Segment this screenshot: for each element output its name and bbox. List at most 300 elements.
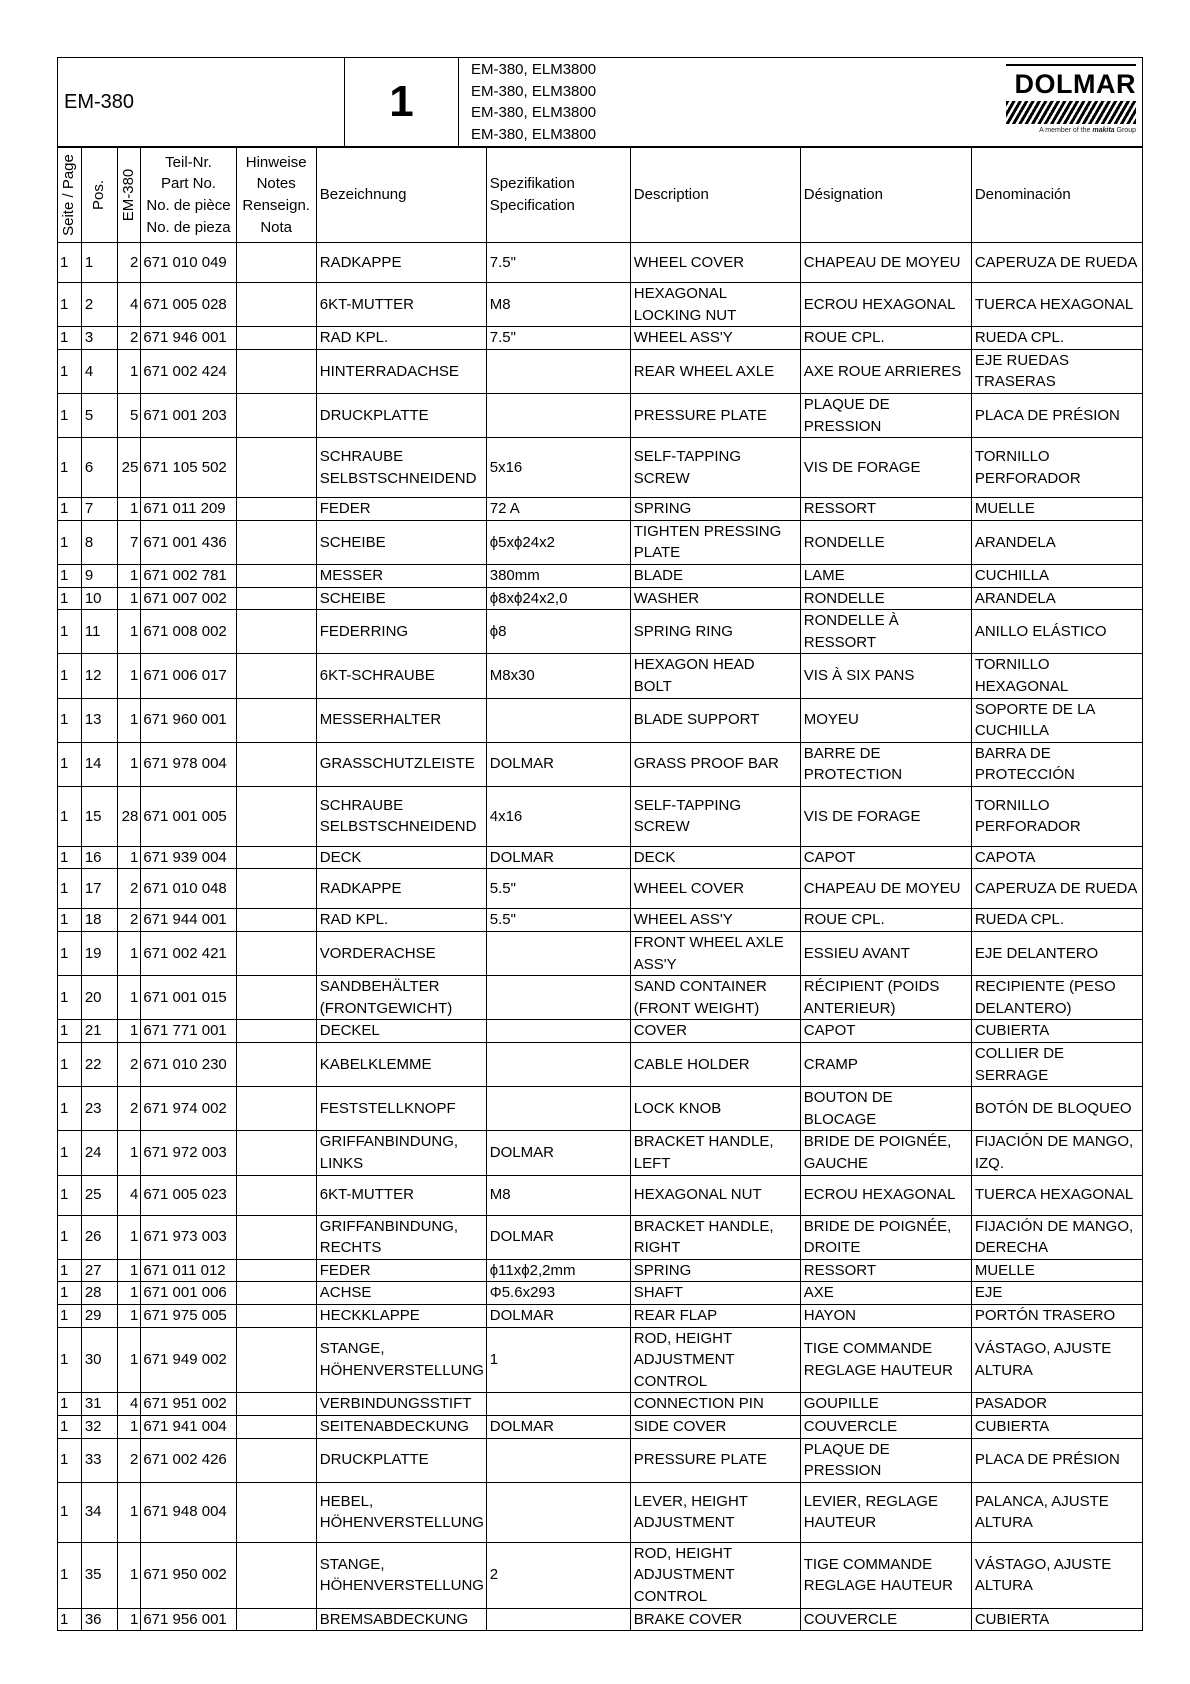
cell-part-no: 671 939 004 [141, 846, 236, 869]
cell-qty: 1 [117, 349, 141, 393]
cell-notes [236, 1608, 316, 1631]
table-row [58, 610, 1143, 654]
table-row [58, 520, 1143, 564]
cell-notes [236, 869, 316, 909]
cell-notes [236, 1415, 316, 1438]
cell-pos: 25 [81, 1175, 117, 1215]
cell-description: BRAKE COVER [630, 1608, 800, 1631]
cell-description: GRASS PROOF BAR [630, 742, 800, 786]
cell-qty: 1 [117, 742, 141, 786]
cell-bezeichnung: VORDERACHSE [316, 932, 486, 976]
col-pos: Pos. [81, 148, 117, 243]
cell-bezeichnung: BREMSABDECKUNG [316, 1608, 486, 1631]
cell-bezeichnung: STANGE, HÖHENVERSTELLUNG [316, 1542, 486, 1608]
model-line: EM-380, ELM3800 [471, 125, 597, 143]
cell-specification [486, 932, 630, 976]
cell-seite: 1 [58, 1282, 82, 1305]
cell-denominacion: FIJACIÓN DE MANGO, IZQ. [971, 1131, 1142, 1175]
table-row [58, 1327, 1143, 1393]
cell-denominacion: PLACA DE PRÉSION [971, 393, 1142, 437]
cell-bezeichnung: 6KT-SCHRAUBE [316, 654, 486, 698]
cell-pos: 35 [81, 1542, 117, 1608]
cell-seite: 1 [58, 438, 82, 498]
cell-seite: 1 [58, 1327, 82, 1393]
cell-denominacion: MUELLE [971, 1259, 1142, 1282]
cell-qty: 2 [117, 1438, 141, 1482]
cell-specification [486, 1043, 630, 1087]
cell-denominacion: CUBIERTA [971, 1415, 1142, 1438]
cell-bezeichnung: GRIFFANBINDUNG, LINKS [316, 1131, 486, 1175]
cell-notes [236, 846, 316, 869]
cell-part-no: 671 978 004 [141, 742, 236, 786]
cell-qty: 2 [117, 869, 141, 909]
cell-seite: 1 [58, 1259, 82, 1282]
cell-designation: ROUE CPL. [800, 909, 971, 932]
cell-specification [486, 1087, 630, 1131]
cell-notes [236, 587, 316, 610]
cell-qty: 25 [117, 438, 141, 498]
cell-qty: 1 [117, 1327, 141, 1393]
cell-notes [236, 1393, 316, 1416]
cell-designation: COUVERCLE [800, 1608, 971, 1631]
cell-denominacion: EJE RUEDAS TRASERAS [971, 349, 1142, 393]
cell-notes [236, 520, 316, 564]
table-row [58, 393, 1143, 437]
cell-seite: 1 [58, 846, 82, 869]
cell-description: BLADE SUPPORT [630, 698, 800, 742]
table-row [58, 1087, 1143, 1131]
cell-bezeichnung: HINTERRADACHSE [316, 349, 486, 393]
cell-qty: 1 [117, 698, 141, 742]
cell-qty: 4 [117, 283, 141, 327]
cell-designation: BRIDE DE POIGNÉE, DROITE [800, 1215, 971, 1259]
cell-seite: 1 [58, 587, 82, 610]
table-row [58, 846, 1143, 869]
cell-qty: 1 [117, 1259, 141, 1282]
cell-notes [236, 1327, 316, 1393]
cell-denominacion: PASADOR [971, 1393, 1142, 1416]
cell-designation: CHAPEAU DE MOYEU [800, 243, 971, 283]
cell-denominacion: MUELLE [971, 498, 1142, 521]
cell-part-no: 671 949 002 [141, 1327, 236, 1393]
cell-denominacion: ANILLO ELÁSTICO [971, 610, 1142, 654]
cell-denominacion: RUEDA CPL. [971, 909, 1142, 932]
table-row [58, 1020, 1143, 1043]
cell-notes [236, 1131, 316, 1175]
cell-specification [486, 1438, 630, 1482]
cell-pos: 15 [81, 786, 117, 846]
cell-notes [236, 698, 316, 742]
cell-seite: 1 [58, 498, 82, 521]
table-row [58, 1415, 1143, 1438]
logo-tagline: A member of the makita Group [1039, 126, 1136, 134]
cell-qty: 1 [117, 976, 141, 1020]
cell-qty: 1 [117, 1304, 141, 1327]
cell-part-no: 671 010 049 [141, 243, 236, 283]
cell-part-no: 671 001 015 [141, 976, 236, 1020]
cell-description: SPRING [630, 498, 800, 521]
cell-bezeichnung: GRASSCHUTZLEISTE [316, 742, 486, 786]
cell-specification [486, 698, 630, 742]
cell-part-no: 671 006 017 [141, 654, 236, 698]
cell-description: PRESSURE PLATE [630, 1438, 800, 1482]
cell-designation: RONDELLE [800, 520, 971, 564]
table-row [58, 909, 1143, 932]
cell-bezeichnung: GRIFFANBINDUNG, RECHTS [316, 1215, 486, 1259]
cell-notes [236, 1175, 316, 1215]
table-header-row [58, 148, 1143, 243]
cell-specification: M8 [486, 283, 630, 327]
cell-designation: HAYON [800, 1304, 971, 1327]
col-designation: Désignation [800, 148, 971, 243]
cell-bezeichnung: FESTSTELLKNOPF [316, 1087, 486, 1131]
cell-qty: 2 [117, 1087, 141, 1131]
cell-seite: 1 [58, 1215, 82, 1259]
table-row [58, 976, 1143, 1020]
cell-denominacion: CUCHILLA [971, 564, 1142, 587]
cell-notes [236, 1482, 316, 1542]
cell-seite: 1 [58, 564, 82, 587]
cell-description: COVER [630, 1020, 800, 1043]
cell-description: HEXAGONAL NUT [630, 1175, 800, 1215]
cell-qty: 1 [117, 610, 141, 654]
cell-designation: AXE ROUE ARRIERES [800, 349, 971, 393]
table-row [58, 283, 1143, 327]
cell-specification [486, 976, 630, 1020]
cell-specification: 4x16 [486, 786, 630, 846]
table-body [58, 243, 1143, 1631]
cell-designation: COUVERCLE [800, 1415, 971, 1438]
cell-notes [236, 1304, 316, 1327]
cell-description: REAR WHEEL AXLE [630, 349, 800, 393]
cell-bezeichnung: 6KT-MUTTER [316, 1175, 486, 1215]
col-bezeichnung: Bezeichnung [316, 148, 486, 243]
cell-part-no: 671 960 001 [141, 698, 236, 742]
cell-pos: 16 [81, 846, 117, 869]
table-row [58, 1608, 1143, 1631]
cell-seite: 1 [58, 1482, 82, 1542]
cell-pos: 23 [81, 1087, 117, 1131]
cell-pos: 29 [81, 1304, 117, 1327]
cell-seite: 1 [58, 654, 82, 698]
cell-pos: 18 [81, 909, 117, 932]
cell-specification: DOLMAR [486, 846, 630, 869]
cell-description: HEXAGON HEAD BOLT [630, 654, 800, 698]
cell-description: SELF-TAPPING SCREW [630, 438, 800, 498]
model-line: EM-380, ELM3800 [471, 82, 597, 100]
cell-bezeichnung: DRUCKPLATTE [316, 1438, 486, 1482]
cell-part-no: 671 975 005 [141, 1304, 236, 1327]
cell-denominacion: SOPORTE DE LA CUCHILLA [971, 698, 1142, 742]
cell-specification: 7.5" [486, 327, 630, 350]
cell-pos: 24 [81, 1131, 117, 1175]
cell-designation: TIGE COMMANDE REGLAGE HAUTEUR [800, 1542, 971, 1608]
cell-pos: 9 [81, 564, 117, 587]
cell-denominacion: VÁSTAGO, AJUSTE ALTURA [971, 1542, 1142, 1608]
cell-seite: 1 [58, 1304, 82, 1327]
cell-designation: GOUPILLE [800, 1393, 971, 1416]
cell-qty: 2 [117, 327, 141, 350]
cell-specification: ϕ11xϕ2,2mm [486, 1259, 630, 1282]
cell-specification: 72 A [486, 498, 630, 521]
cell-specification: 5x16 [486, 438, 630, 498]
cell-pos: 28 [81, 1282, 117, 1305]
cell-description: SIDE COVER [630, 1415, 800, 1438]
cell-qty: 2 [117, 1043, 141, 1087]
cell-designation: CAPOT [800, 846, 971, 869]
model-line: EM-380, ELM3800 [471, 61, 597, 78]
cell-seite: 1 [58, 1415, 82, 1438]
cell-description: BRACKET HANDLE, LEFT [630, 1131, 800, 1175]
cell-description: CONNECTION PIN [630, 1393, 800, 1416]
cell-notes [236, 283, 316, 327]
cell-pos: 1 [81, 243, 117, 283]
cell-seite: 1 [58, 742, 82, 786]
cell-designation: ECROU HEXAGONAL [800, 1175, 971, 1215]
cell-specification: DOLMAR [486, 1304, 630, 1327]
cell-qty: 1 [117, 1131, 141, 1175]
cell-qty: 1 [117, 1215, 141, 1259]
cell-description: ROD, HEIGHT ADJUSTMENT CONTROL [630, 1542, 800, 1608]
cell-bezeichnung: 6KT-MUTTER [316, 283, 486, 327]
table-row [58, 564, 1143, 587]
cell-designation: TIGE COMMANDE REGLAGE HAUTEUR [800, 1327, 971, 1393]
cell-denominacion: RECIPIENTE (PESO DELANTERO) [971, 976, 1142, 1020]
cell-part-no: 671 005 028 [141, 283, 236, 327]
table-row [58, 438, 1143, 498]
cell-description: WHEEL ASS'Y [630, 327, 800, 350]
cell-qty: 1 [117, 1608, 141, 1631]
cell-bezeichnung: FEDERRING [316, 610, 486, 654]
cell-pos: 2 [81, 283, 117, 327]
cell-bezeichnung: MESSER [316, 564, 486, 587]
cell-bezeichnung: FEDER [316, 1259, 486, 1282]
cell-denominacion: EJE [971, 1282, 1142, 1305]
cell-denominacion: TORNILLO PERFORADOR [971, 786, 1142, 846]
logo-rule [1006, 64, 1136, 66]
cell-notes [236, 976, 316, 1020]
parts-table [57, 147, 1143, 1631]
cell-qty: 1 [117, 587, 141, 610]
cell-denominacion: COLLIER DE SERRAGE [971, 1043, 1142, 1087]
cell-notes [236, 438, 316, 498]
cell-notes [236, 932, 316, 976]
cell-seite: 1 [58, 1542, 82, 1608]
table-row [58, 1482, 1143, 1542]
cell-designation: PLAQUE DE PRESSION [800, 393, 971, 437]
table-row [58, 698, 1143, 742]
cell-pos: 31 [81, 1393, 117, 1416]
cell-denominacion: ARANDELA [971, 520, 1142, 564]
model-title: EM-380 [58, 58, 345, 146]
cell-seite: 1 [58, 349, 82, 393]
cell-bezeichnung: RAD KPL. [316, 327, 486, 350]
cell-seite: 1 [58, 909, 82, 932]
col-notes: Hinweise Notes Renseign. Nota [236, 148, 316, 243]
cell-description: HEXAGONAL LOCKING NUT [630, 283, 800, 327]
cell-qty: 2 [117, 243, 141, 283]
cell-specification: 7.5" [486, 243, 630, 283]
cell-denominacion: TUERCA HEXAGONAL [971, 1175, 1142, 1215]
col-specification: Spezifikation Specification [486, 148, 630, 243]
cell-part-no: 671 002 421 [141, 932, 236, 976]
cell-notes [236, 654, 316, 698]
table-row [58, 243, 1143, 283]
cell-pos: 19 [81, 932, 117, 976]
table-row [58, 786, 1143, 846]
cell-notes [236, 1438, 316, 1482]
cell-description: LEVER, HEIGHT ADJUSTMENT [630, 1482, 800, 1542]
cell-bezeichnung: MESSERHALTER [316, 698, 486, 742]
logo-wordmark: DOLMAR [1014, 68, 1136, 99]
cell-denominacion: CUBIERTA [971, 1020, 1142, 1043]
cell-pos: 34 [81, 1482, 117, 1542]
cell-bezeichnung: HECKKLAPPE [316, 1304, 486, 1327]
cell-designation: VIS DE FORAGE [800, 786, 971, 846]
cell-seite: 1 [58, 393, 82, 437]
cell-specification: Φ5.6x293 [486, 1282, 630, 1305]
cell-specification: ϕ8xϕ24x2,0 [486, 587, 630, 610]
cell-part-no: 671 010 048 [141, 869, 236, 909]
table-row [58, 1259, 1143, 1282]
cell-specification: DOLMAR [486, 1131, 630, 1175]
cell-description: SPRING [630, 1259, 800, 1282]
cell-pos: 5 [81, 393, 117, 437]
cell-bezeichnung: KABELKLEMME [316, 1043, 486, 1087]
cell-designation: MOYEU [800, 698, 971, 742]
cell-specification: 5.5" [486, 909, 630, 932]
cell-pos: 32 [81, 1415, 117, 1438]
col-description: Description [630, 148, 800, 243]
cell-notes [236, 1043, 316, 1087]
cell-bezeichnung: RADKAPPE [316, 243, 486, 283]
cell-seite: 1 [58, 1043, 82, 1087]
table-row [58, 1175, 1143, 1215]
cell-part-no: 671 001 006 [141, 1282, 236, 1305]
cell-notes [236, 498, 316, 521]
cell-denominacion: PALANCA, AJUSTE ALTURA [971, 1482, 1142, 1542]
cell-bezeichnung: DECKEL [316, 1020, 486, 1043]
page-number: 1 [345, 58, 459, 146]
table-row [58, 1304, 1143, 1327]
cell-seite: 1 [58, 932, 82, 976]
cell-notes [236, 786, 316, 846]
cell-denominacion: EJE DELANTERO [971, 932, 1142, 976]
model-line: EM-380, ELM3800 [471, 104, 597, 121]
table-row [58, 1043, 1143, 1087]
cell-description: SELF-TAPPING SCREW [630, 786, 800, 846]
cell-part-no: 671 944 001 [141, 909, 236, 932]
cell-bezeichnung: RAD KPL. [316, 909, 486, 932]
cell-designation: BARRE DE PROTECTION [800, 742, 971, 786]
cell-designation: VIS À SIX PANS [800, 654, 971, 698]
cell-part-no: 671 010 230 [141, 1043, 236, 1087]
cell-designation: VIS DE FORAGE [800, 438, 971, 498]
cell-denominacion: CUBIERTA [971, 1608, 1142, 1631]
table-row [58, 869, 1143, 909]
cell-qty: 1 [117, 1542, 141, 1608]
cell-pos: 26 [81, 1215, 117, 1259]
cell-qty: 5 [117, 393, 141, 437]
cell-notes [236, 1542, 316, 1608]
cell-description: WHEEL COVER [630, 243, 800, 283]
cell-seite: 1 [58, 243, 82, 283]
cell-designation: PLAQUE DE PRESSION [800, 1438, 971, 1482]
cell-bezeichnung: SCHRAUBE SELBSTSCHNEIDEND [316, 438, 486, 498]
col-part-no: Teil-Nr. Part No. No. de pièce No. de pieza [141, 148, 236, 243]
cell-pos: 14 [81, 742, 117, 786]
cell-qty: 1 [117, 654, 141, 698]
cell-pos: 6 [81, 438, 117, 498]
cell-notes [236, 243, 316, 283]
cell-specification [486, 393, 630, 437]
cell-seite: 1 [58, 1608, 82, 1631]
cell-notes [236, 1020, 316, 1043]
cell-specification: 5.5" [486, 869, 630, 909]
cell-denominacion: VÁSTAGO, AJUSTE ALTURA [971, 1327, 1142, 1393]
cell-pos: 7 [81, 498, 117, 521]
cell-bezeichnung: HEBEL, HÖHENVERSTELLUNG [316, 1482, 486, 1542]
cell-denominacion: TORNILLO PERFORADOR [971, 438, 1142, 498]
cell-description: SAND CONTAINER (FRONT WEIGHT) [630, 976, 800, 1020]
cell-pos: 33 [81, 1438, 117, 1482]
cell-specification [486, 1482, 630, 1542]
cell-part-no: 671 105 502 [141, 438, 236, 498]
cell-seite: 1 [58, 283, 82, 327]
cell-part-no: 671 001 203 [141, 393, 236, 437]
cell-specification: 1 [486, 1327, 630, 1393]
cell-notes [236, 742, 316, 786]
cell-designation: RESSORT [800, 498, 971, 521]
cell-specification: DOLMAR [486, 742, 630, 786]
cell-description: WHEEL ASS'Y [630, 909, 800, 932]
cell-denominacion: TUERCA HEXAGONAL [971, 283, 1142, 327]
cell-bezeichnung: DRUCKPLATTE [316, 393, 486, 437]
cell-bezeichnung: STANGE, HÖHENVERSTELLUNG [316, 1327, 486, 1393]
cell-bezeichnung: SCHEIBE [316, 587, 486, 610]
cell-notes [236, 1215, 316, 1259]
cell-seite: 1 [58, 1393, 82, 1416]
cell-pos: 27 [81, 1259, 117, 1282]
cell-part-no: 671 001 436 [141, 520, 236, 564]
cell-pos: 11 [81, 610, 117, 654]
cell-part-no: 671 948 004 [141, 1482, 236, 1542]
table-row [58, 1438, 1143, 1482]
cell-qty: 2 [117, 909, 141, 932]
cell-notes [236, 1259, 316, 1282]
cell-qty: 1 [117, 1282, 141, 1305]
cell-designation: BOUTON DE BLOCAGE [800, 1087, 971, 1131]
cell-denominacion: PORTÓN TRASERO [971, 1304, 1142, 1327]
cell-description: CABLE HOLDER [630, 1043, 800, 1087]
cell-denominacion: BOTÓN DE BLOQUEO [971, 1087, 1142, 1131]
cell-seite: 1 [58, 869, 82, 909]
cell-notes [236, 327, 316, 350]
cell-description: LOCK KNOB [630, 1087, 800, 1131]
cell-description: SPRING RING [630, 610, 800, 654]
cell-notes [236, 909, 316, 932]
cell-qty: 28 [117, 786, 141, 846]
col-seite: Seite / Page [58, 148, 82, 243]
cell-part-no: 671 008 002 [141, 610, 236, 654]
cell-seite: 1 [58, 1175, 82, 1215]
cell-notes [236, 610, 316, 654]
cell-seite: 1 [58, 327, 82, 350]
cell-qty: 1 [117, 846, 141, 869]
cell-designation: CAPOT [800, 1020, 971, 1043]
cell-part-no: 671 950 002 [141, 1542, 236, 1608]
cell-designation: CRAMP [800, 1043, 971, 1087]
